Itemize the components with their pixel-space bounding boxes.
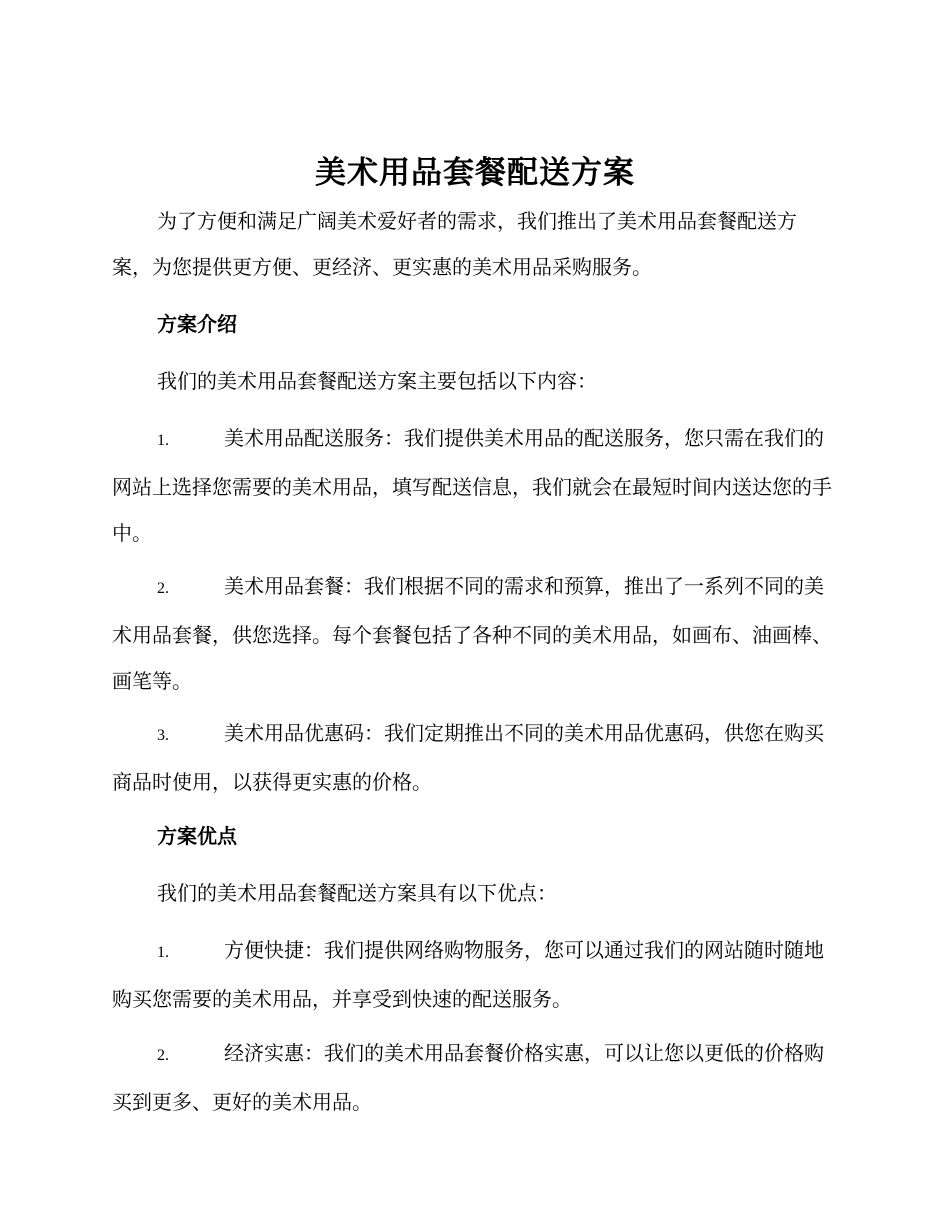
intro-paragraph: 为了方便和满足广阔美术爱好者的需求，我们推出了美术用品套餐配送方案，为您提供更方便、更经济、更实惠的美术用品采购服务。 [112, 209, 797, 279]
section1-lead: 我们的美术用品套餐配送方案主要包括以下内容： [157, 369, 597, 393]
section2-lead: 我们的美术用品套餐配送方案具有以下优点： [157, 881, 557, 905]
list-number: 2. [157, 580, 169, 597]
list-number: 1. [157, 432, 169, 449]
list-text: 美术用品配送服务：我们提供美术用品的配送服务，您只需在我们的网站上选择您需要的美术用品，填写配送信息，我们就会在最短时间内送达您的手中。 [112, 426, 832, 545]
list-item [112, 710, 836, 805]
list-text: 美术用品套餐：我们根据不同的需求和预算，推出了一系列不同的美术用品套餐，供您选择。每个套餐包括了各种不同的美术用品，如画布、油画棒、画笔等。 [112, 574, 832, 693]
list-item [112, 563, 836, 704]
list-number: 1. [157, 944, 169, 961]
list-number: 2. [157, 1047, 169, 1064]
list-item [112, 1030, 836, 1125]
list-number: 3. [157, 727, 169, 744]
document-title: 美术用品套餐配送方案 [315, 155, 635, 191]
list-text: 美术用品优惠码：我们定期推出不同的美术用品优惠码，供您在购买商品时使用，以获得更实惠的价格。 [112, 721, 824, 794]
section-heading-intro: 方案介绍 [157, 312, 237, 336]
list-text: 经济实惠：我们的美术用品套餐价格实惠，可以让您以更低的价格购买到更多、更好的美术用品。 [112, 1041, 824, 1114]
list-item [112, 415, 836, 556]
list-item [112, 927, 836, 1022]
list-text: 方便快捷：我们提供网络购物服务，您可以通过我们的网站随时随地购买您需要的美术用品，并享受到快速的配送服务。 [112, 938, 824, 1011]
section-heading-advantages: 方案优点 [157, 824, 237, 848]
